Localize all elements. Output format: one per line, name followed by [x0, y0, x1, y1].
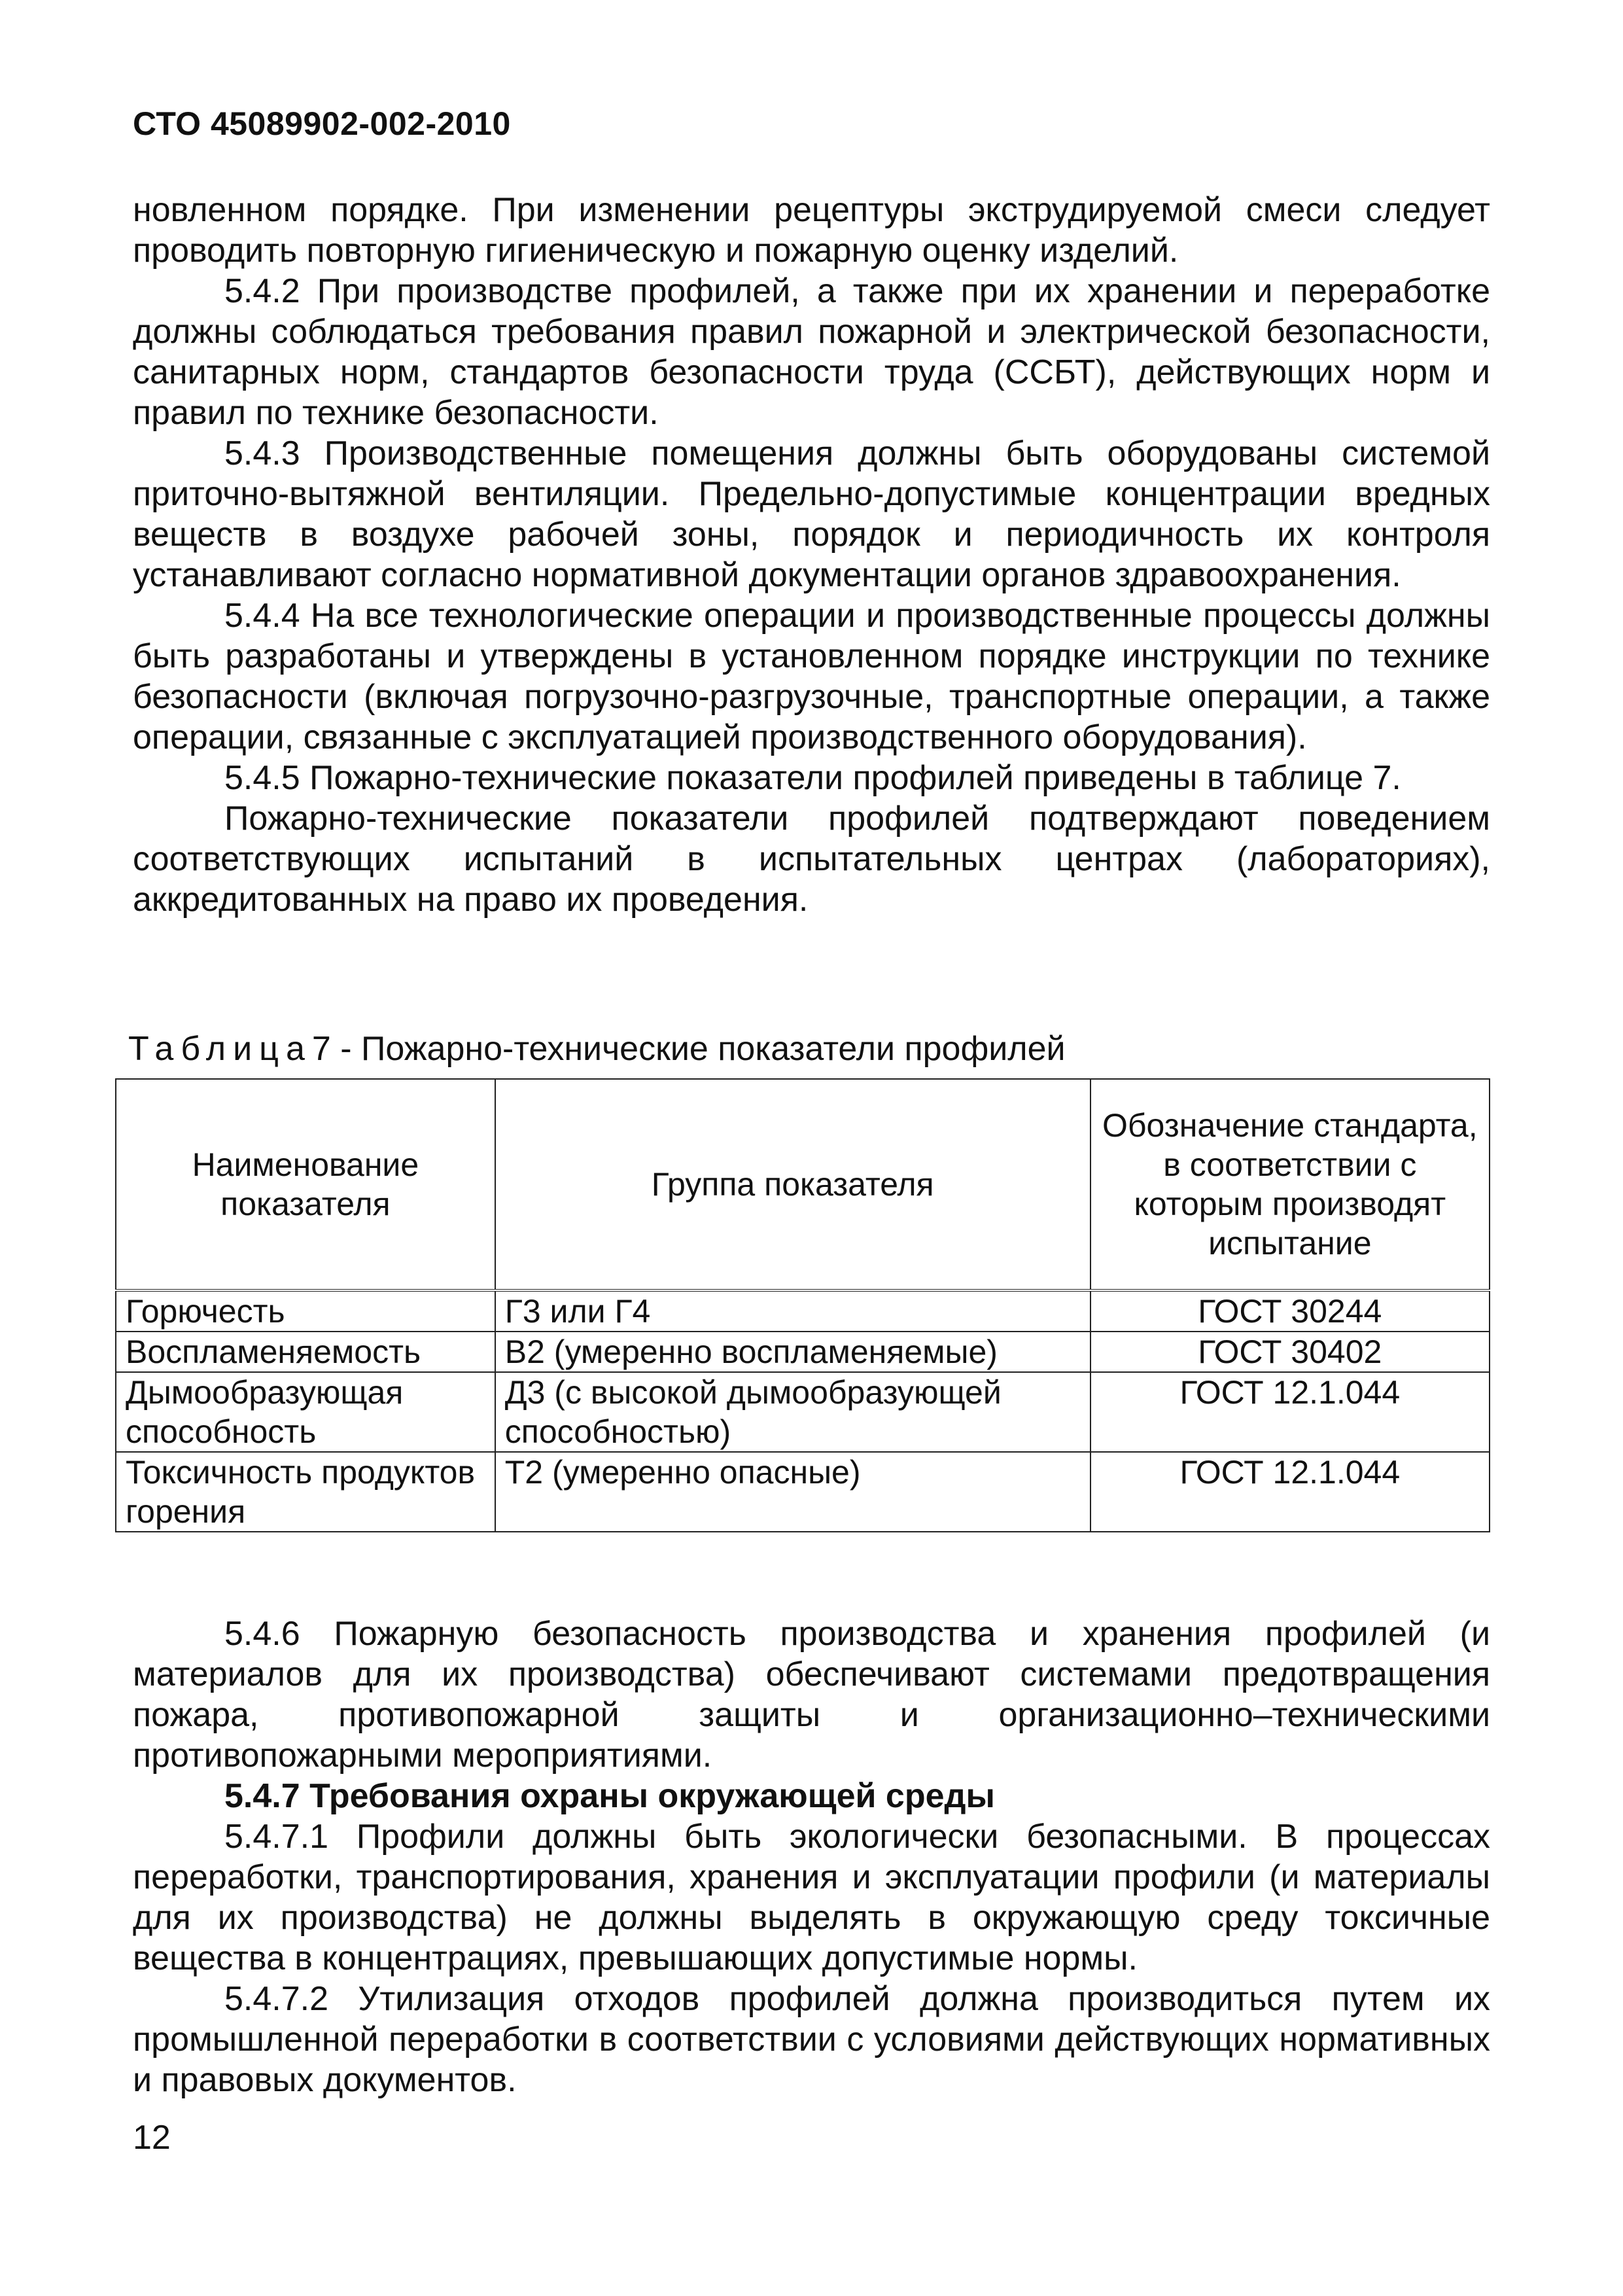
paragraph-5-4-5-note: Пожарно-технические показатели профилей подтверждают поведением соответствующих испытаний в испытательных центрах (лабораториях), аккредитованных на право их проведения. — [133, 800, 1490, 919]
table-cell-name: Горючесть — [116, 1290, 495, 1332]
table-caption — [128, 1029, 1066, 1069]
page-number: 12 — [133, 2119, 171, 2157]
header-indicator-name: Наименование показателя — [116, 1079, 495, 1290]
table-row — [116, 1452, 1490, 1532]
table-cell-standard: ГОСТ 30402 — [1091, 1332, 1490, 1372]
table-row — [116, 1290, 1490, 1332]
document-code-header: СТО 45089902-002-2010 — [133, 105, 511, 142]
paragraph-5-4-5: 5.4.5 Пожарно-технические показатели профилей приведены в таблице 7. — [224, 759, 1401, 797]
table-caption-title: - Пожарно-технические показатели профилей — [330, 1030, 1066, 1068]
table-cell-standard: ГОСТ 12.1.044 — [1091, 1372, 1490, 1452]
body-text-bottom — [133, 1614, 1490, 2100]
paragraph-5-4-3: 5.4.3 Производственные помещения должны быть оборудованы системой приточно-вытяжной вентиляции. Предельно-допустимые концентрации вредных веществ в воздухе рабочей зоны, порядок и периодичность их контроля устанавливают согласно нормативной документации органов здравоохранения. — [133, 434, 1490, 594]
body-text-top — [133, 190, 1490, 920]
table-cell-group: В2 (умеренно воспламеняемые) — [495, 1332, 1091, 1372]
table-caption-number: 7 — [311, 1030, 331, 1068]
paragraph-continuation: новленном порядке. При изменении рецептуры экструдируемой смеси следует проводить повторную гигиеническую и пожарную оценку изделий. — [133, 191, 1490, 270]
table-header-row — [116, 1079, 1490, 1290]
table-cell-standard: ГОСТ 12.1.044 — [1091, 1452, 1490, 1532]
table-row — [116, 1372, 1490, 1452]
paragraph-5-4-4: 5.4.4 На все технологические операции и производственные процессы должны быть разработаны и утверждены в установленном порядке инструкции по технике безопасности (включая погрузочно-разгрузочные, транспортные операции, а также операции, связанные с эксплуатацией производственного оборудования). — [133, 597, 1490, 756]
table-row — [116, 1332, 1490, 1372]
table-cell-name: Дымообразующая способность — [116, 1372, 495, 1452]
table-cell-standard: ГОСТ 30244 — [1091, 1290, 1490, 1332]
table-cell-group: Т2 (умеренно опасные) — [495, 1452, 1091, 1532]
fire-indicators-table — [115, 1078, 1490, 1532]
table-cell-name: Токсичность продуктов горения — [116, 1452, 495, 1532]
table-cell-group: Д3 (с высокой дымообразующей способностью) — [495, 1372, 1091, 1452]
paragraph-5-4-2: 5.4.2 При производстве профилей, а также при их хранении и переработке должны соблюдаться требования правил пожарной и электрической безопасности, санитарных норм, стандартов безопасности труда (ССБТ), действующих норм и правил по технике безопасности. — [133, 272, 1490, 432]
table-caption-label: Таблица — [128, 1030, 312, 1068]
table-cell-name: Воспламеняемость — [116, 1332, 495, 1372]
table-cell-group: Г3 или Г4 — [495, 1290, 1091, 1332]
paragraph-5-4-7-2: 5.4.7.2 Утилизация отходов профилей должна производиться путем их промышленной переработки в соответствии с условиями действующих нормативных и правовых документов. — [133, 1980, 1490, 2099]
header-indicator-group: Группа показателя — [495, 1079, 1091, 1290]
header-standard: Обозначение стандарта, в соответствии с которым производят испытание — [1091, 1079, 1490, 1290]
paragraph-5-4-6: 5.4.6 Пожарную безопасность производства и хранения профилей (и материалов для их производства) обеспечивают системами предотвращения пожара, противопожарной защиты и организационно–техническими противопожарными мероприятиями. — [133, 1615, 1490, 1775]
paragraph-5-4-7-1: 5.4.7.1 Профили должны быть экологически безопасными. В процессах переработки, транспортирования, хранения и эксплуатации профили (и материалы для их производства) не должны выделять в окружающую среду токсичные вещества в концентрациях, превышающих допустимые нормы. — [133, 1818, 1490, 1977]
section-heading-5-4-7: 5.4.7 Требования охраны окружающей среды — [224, 1777, 995, 1815]
